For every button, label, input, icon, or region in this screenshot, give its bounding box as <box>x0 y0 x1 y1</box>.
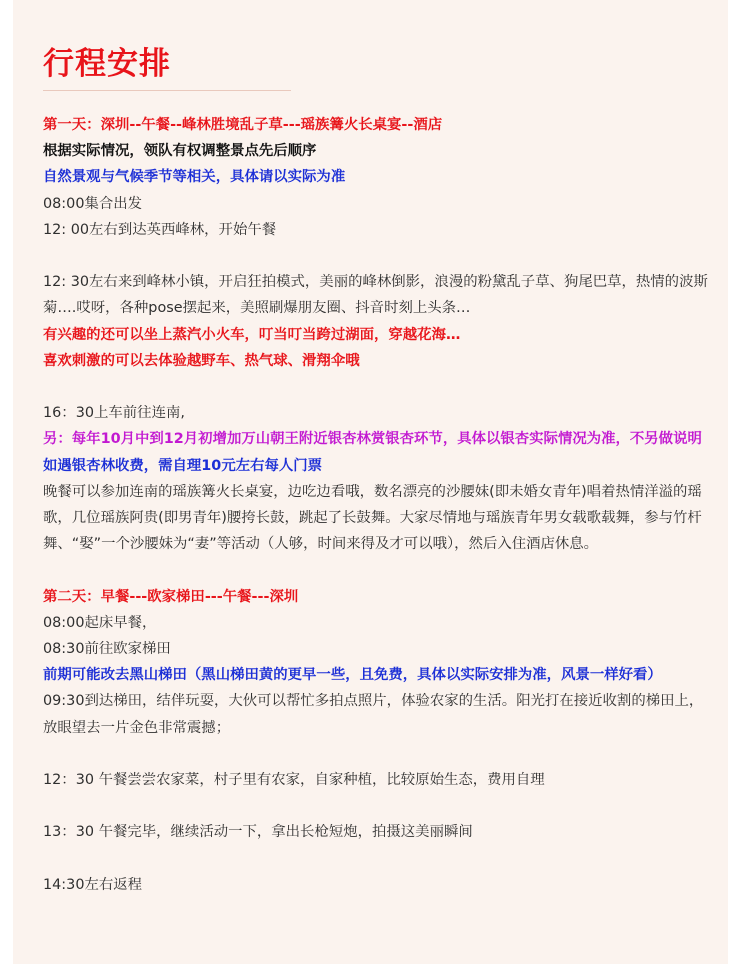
spacer <box>43 793 708 819</box>
spacer <box>43 846 708 872</box>
day1-train-note: 有兴趣的还可以坐上蒸汽小火车，叮当叮当跨过湖面，穿越花海… <box>43 326 461 343</box>
day1-time-1200: 12: 00左右到达英西峰林，开始午餐 <box>43 221 277 238</box>
day2-alt-note: 前期可能改去黑山梯田（黑山梯田黄的更早一些，且免费，具体以实际安排为准，风景一样好看） <box>43 667 662 684</box>
spacer <box>43 741 708 767</box>
day2-time-0800: 08:00起床早餐， <box>43 614 157 631</box>
itinerary-page <box>13 0 728 964</box>
day1-ginkgo-note: 另：每年10月中到12月初增加万山朝王附近银杏林赏银杏环节，具体以银杏实际情况为准，不另做说明 <box>43 431 702 448</box>
day2-time-0930: 09:30到达梯田，结伴玩耍，大伙可以帮忙多拍点照片，体验农家的生活。阳光打在接近收割的梯田上，放眼望去一片金色非常震撼； <box>43 693 704 736</box>
day1-dinner: 晚餐可以参加连南的瑶族篝火长桌宴，边吃边看哦，数名漂亮的沙腰妹(即未婚女青年)唱着热情洋溢的瑶歌，几位瑶族阿贵(即男青年)腰挎长鼓，跳起了长鼓舞。大家尽情地与瑶族青年男女载歌载舞，参与竹杆舞、“娶”一个沙腰妹为“妻”等活动（人够，时间来得及才可以哦），然后入住酒店休息。 <box>43 483 702 553</box>
day2-time-1430: 14:30左右返程 <box>43 876 143 893</box>
spacer <box>43 557 708 583</box>
day1-thrill-note: 喜欢刺激的可以去体验越野车、热气球、滑翔伞哦 <box>43 352 360 369</box>
spacer <box>43 243 708 269</box>
itinerary-content <box>43 112 708 898</box>
day2-time-1330: 13：30 午餐完毕，继续活动一下，拿出长枪短炮，拍摄这美丽瞬间 <box>43 824 473 841</box>
day1-time-1630: 16：30上车前往连南, <box>43 405 185 422</box>
day2-heading: 第二天：早餐---欧家梯田---午餐---深圳 <box>43 588 299 605</box>
day1-nature-note: 自然景观与气候季节等相关，具体请以实际为准 <box>43 169 346 186</box>
spacer <box>43 374 708 400</box>
title-divider <box>43 90 291 91</box>
day1-heading: 第一天：深圳--午餐--峰林胜境乱子草---瑶族篝火长桌宴--酒店 <box>43 117 443 133</box>
day1-time-0800: 08:00集合出发 <box>43 195 143 212</box>
day1-ginkgo-fee: 如遇银杏林收费，需自理10元左右每人门票 <box>43 457 323 474</box>
day1-time-1230: 12: 30左右来到峰林小镇，开启狂拍模式，美丽的峰林倒影，浪漫的粉黛乱子草、狗尾巴草，热情的波斯菊….哎呀，各种pose摆起来，美照刷爆朋友圈、抖音时刻上头条… <box>43 274 708 317</box>
page-title: 行程安排 <box>43 46 171 82</box>
day2-time-0830: 08:30前往欧家梯田 <box>43 641 171 658</box>
day1-adjust-note: 根据实际情况，领队有权调整景点先后顺序 <box>43 143 317 160</box>
day2-time-1230: 12：30 午餐尝尝农家菜，村子里有农家，自家种植，比较原始生态，费用自理 <box>43 772 545 789</box>
